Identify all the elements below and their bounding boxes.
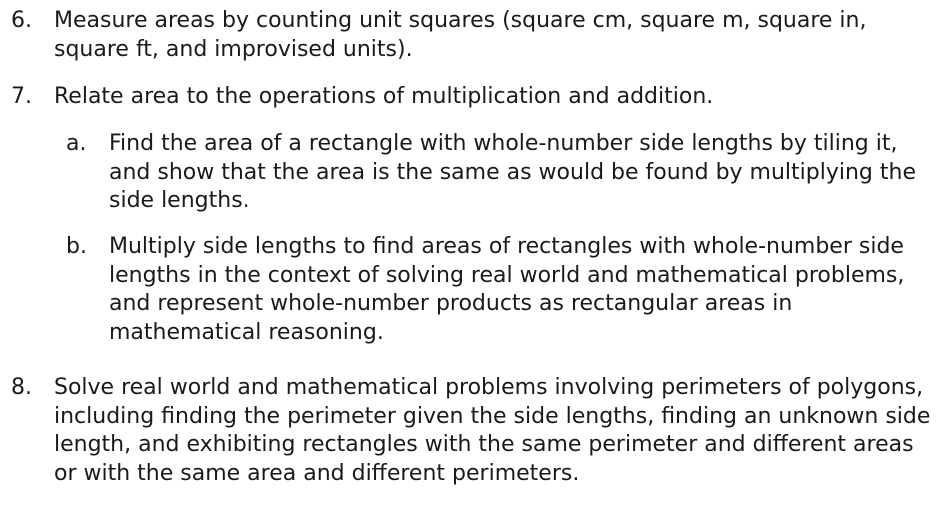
subitem-text: Find the area of a rectangle with whole-number side lengths by tiling it, and show that the area is the same as would be found by multiplying the side lengths.	[109, 131, 916, 213]
item-text: Measure areas by counting unit squares (square cm, square m, square in, square ft, and improvised units).	[54, 8, 867, 62]
item-number: 6.	[11, 8, 32, 33]
item-number: 8.	[11, 375, 32, 400]
subitem-letter: b.	[66, 234, 87, 259]
item-number: 7.	[11, 84, 32, 109]
subitem-letter: a.	[66, 131, 87, 156]
subitem-text: Multiply side lengths to find areas of rectangles with whole-number side lengths in the context of solving real world and mathematical problems, and represent whole-number products as rectangular areas in mathematical reasoning.	[109, 234, 905, 345]
item-text: Solve real world and mathematical problems involving perimeters of polygons, including finding the perimeter given the side lengths, finding an unknown side length, and exhibiting rectangles with the same perimeter and different areas or with the same area and different perimeters.	[54, 375, 931, 486]
item-text: Relate area to the operations of multiplication and addition.	[54, 84, 714, 109]
